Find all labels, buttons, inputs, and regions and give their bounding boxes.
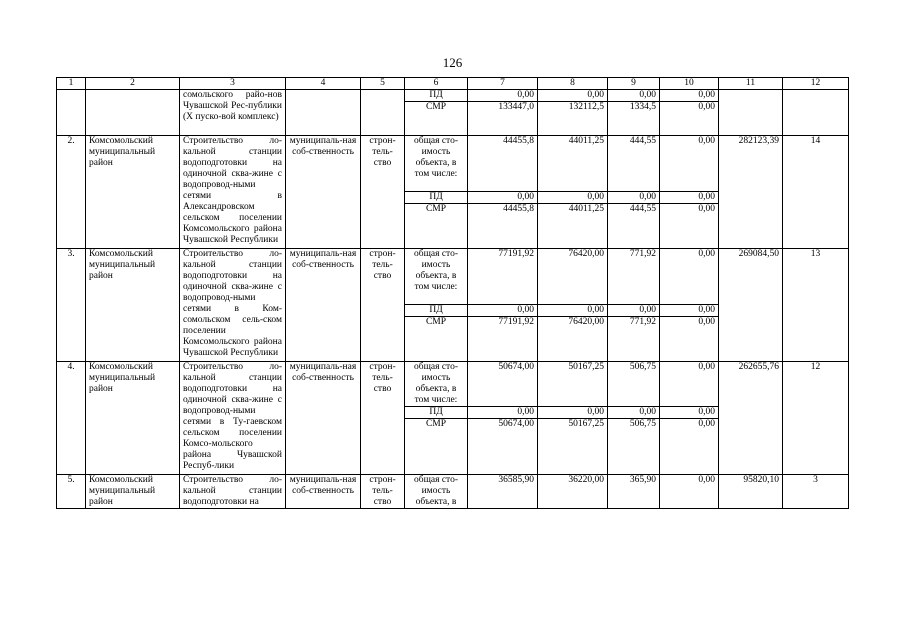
value-local: 0,00: [660, 317, 719, 362]
value-local: 0,00: [660, 407, 719, 419]
table-row: сомольского райо-нов Чувашской Рес-публики (X пуско-вой комплекс) ПД 0,00 0,00 0,00 0,00: [57, 90, 849, 102]
capacity-value: 269084,50: [719, 249, 783, 362]
value-federal: 0,00: [538, 407, 608, 419]
value-federal: 50167,25: [538, 362, 608, 407]
value-total: 36585,90: [468, 475, 538, 509]
smr-label: СМР: [405, 317, 468, 362]
table-row: [57, 362, 849, 407]
ownership: муниципаль-ная соб-ственность: [286, 362, 361, 475]
col-header: 8: [538, 78, 608, 90]
capacity-value: 95820,10: [719, 475, 783, 509]
value-total: 0,00: [468, 192, 538, 204]
object-description: Строительство ло-кальной станции водоподготовки на: [180, 475, 286, 509]
work-type: строн-тель-ство: [361, 475, 405, 509]
header-row: [57, 78, 849, 90]
col-header: 12: [783, 78, 849, 90]
col-header: 4: [286, 78, 361, 90]
col-header: 3: [180, 78, 286, 90]
value-total: 50674,00: [468, 362, 538, 407]
col-header: 9: [608, 78, 660, 90]
value-federal: 44011,25: [538, 136, 608, 192]
total-label: общая сто-имость объекта, в: [405, 475, 468, 509]
table-row: [57, 475, 849, 509]
area-name: Комсомольский муниципальный район: [86, 136, 180, 249]
value-federal: 0,00: [538, 192, 608, 204]
work-type: строн-тель-ство: [361, 249, 405, 362]
capacity-value: 282123,39: [719, 136, 783, 249]
value-total: 77191,92: [468, 249, 538, 305]
row-number: 4.: [57, 362, 86, 475]
value-local: 0,00: [660, 362, 719, 407]
col-header: 11: [719, 78, 783, 90]
row-number: 3.: [57, 249, 86, 362]
area-name: Комсомольский муниципальный район: [86, 249, 180, 362]
ownership: муниципаль-ная соб-ственность: [286, 475, 361, 509]
total-label: общая сто-имость объекта, в том числе:: [405, 136, 468, 192]
value-republic: 0,00: [608, 305, 660, 317]
object-description: сомольского райо-нов Чувашской Рес-публики (X пуско-вой комплекс): [180, 90, 286, 136]
value-republic: 771,92: [608, 249, 660, 305]
value-local: 0,00: [660, 204, 719, 249]
col-header: 6: [405, 78, 468, 90]
capacity-value: 262655,76: [719, 362, 783, 475]
work-type: строн-тель-ство: [361, 362, 405, 475]
value-total: 0,00: [468, 305, 538, 317]
rank-value: 13: [783, 249, 849, 362]
rank-value: 3: [783, 475, 849, 509]
total-label: общая сто-имость объекта, в том числе:: [405, 362, 468, 407]
object-description: Строительство ло-кальной станции водоподготовки на одиночной сква-жине с водопровод-ными сетями в Ту-гаевском сельском поселении Комсо-мольского района Чувашской Респуб-лики: [180, 362, 286, 475]
value-federal: 36220,00: [538, 475, 608, 509]
value-federal: 44011,25: [538, 204, 608, 249]
area-name: Комсомольский муниципальный район: [86, 475, 180, 509]
value-republic: 506,75: [608, 362, 660, 407]
value-republic: 771,92: [608, 317, 660, 362]
investment-table: [56, 77, 849, 509]
row-number: 2.: [57, 136, 86, 249]
value-total: 0,00: [468, 407, 538, 419]
value-federal: 76420,00: [538, 317, 608, 362]
value-republic: 444,55: [608, 136, 660, 192]
col-header: 2: [86, 78, 180, 90]
value-total: 77191,92: [468, 317, 538, 362]
col-header: 1: [57, 78, 86, 90]
row-number: 5.: [57, 475, 86, 509]
value-total: 44455,8: [468, 204, 538, 249]
value-republic: 506,75: [608, 419, 660, 475]
object-description: Строительство ло-кальной станции водоподготовки на одиночной сква-жине с водопровод-ными сетями в Александровском сельском поселении Комсомольского района Чувашской Республики: [180, 136, 286, 249]
ownership: муниципаль-ная соб-ственность: [286, 136, 361, 249]
page-number: 126: [442, 55, 463, 70]
work-type: строн-тель-ство: [361, 136, 405, 249]
value-republic: 0,00: [608, 407, 660, 419]
value-federal: 0,00: [538, 305, 608, 317]
value-total: 44455,8: [468, 136, 538, 192]
value-local: 0,00: [660, 192, 719, 204]
value-local: 0,00: [660, 136, 719, 192]
value-federal: 76420,00: [538, 249, 608, 305]
table-row: [57, 249, 849, 305]
object-description: Строительство ло-кальной станции водоподготовки на одиночной сква-жине с водопровод-ными сетями в Ком-сомольском сель-ском поселении Комсомольского района Чувашской Республики: [180, 249, 286, 362]
col-header: 5: [361, 78, 405, 90]
col-header: 10: [660, 78, 719, 90]
area-name: Комсомольский муниципальный район: [86, 362, 180, 475]
smr-label: СМР: [405, 204, 468, 249]
value-total: 50674,00: [468, 419, 538, 475]
pd-label: ПД: [405, 305, 468, 317]
value-republic: 365,90: [608, 475, 660, 509]
value-local: 0,00: [660, 305, 719, 317]
rank-value: 12: [783, 362, 849, 475]
value-republic: 444,55: [608, 204, 660, 249]
value-federal: 50167,25: [538, 419, 608, 475]
value-republic: 0,00: [608, 192, 660, 204]
col-header: 7: [468, 78, 538, 90]
smr-label: СМР: [405, 102, 468, 136]
pd-label: ПД: [405, 192, 468, 204]
value-local: 0,00: [660, 475, 719, 509]
pd-label: ПД: [405, 90, 468, 102]
rank-value: 14: [783, 136, 849, 249]
pd-label: ПД: [405, 407, 468, 419]
ownership: муниципаль-ная соб-ственность: [286, 249, 361, 362]
value-local: 0,00: [660, 419, 719, 475]
table-row: [57, 136, 849, 192]
table-row: СМР 133447,0 132112,5 1334,5 0,00: [57, 102, 849, 136]
value-local: 0,00: [660, 249, 719, 305]
smr-label: СМР: [405, 419, 468, 475]
total-label: общая сто-имость объекта, в том числе:: [405, 249, 468, 305]
